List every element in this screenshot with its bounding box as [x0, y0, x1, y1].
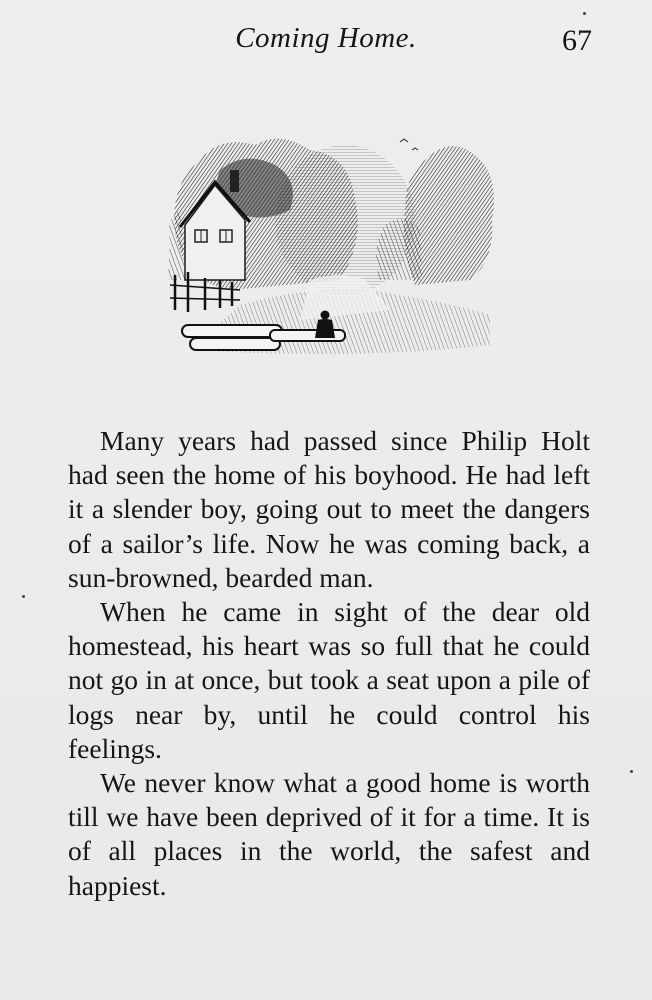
print-speck — [22, 595, 25, 598]
print-speck — [583, 12, 586, 15]
page-number: 67 — [562, 24, 592, 57]
paragraph-3: We never know what a good home is worth till we have been deprived of it for a time. It is of all places in the world, the safest and happiest. — [68, 767, 590, 901]
paragraph-2: When he came in sight of the dear old homestead, his heart was so full that he could not go in at once, but took a seat upon a pile of logs near by, until he could control his feelings. — [68, 596, 590, 764]
print-speck — [630, 770, 633, 773]
body-text — [68, 424, 590, 903]
cottage-landscape-engraving-icon — [160, 130, 500, 365]
paragraph-1: Many years had passed since Philip Holt had seen the home of his boyhood. He had left it a slender boy, going out to meet the dangers of a sailor’s life. Now he was coming back, a sun-browned, bearded man. — [68, 425, 590, 593]
running-title: Coming Home. — [235, 22, 417, 54]
